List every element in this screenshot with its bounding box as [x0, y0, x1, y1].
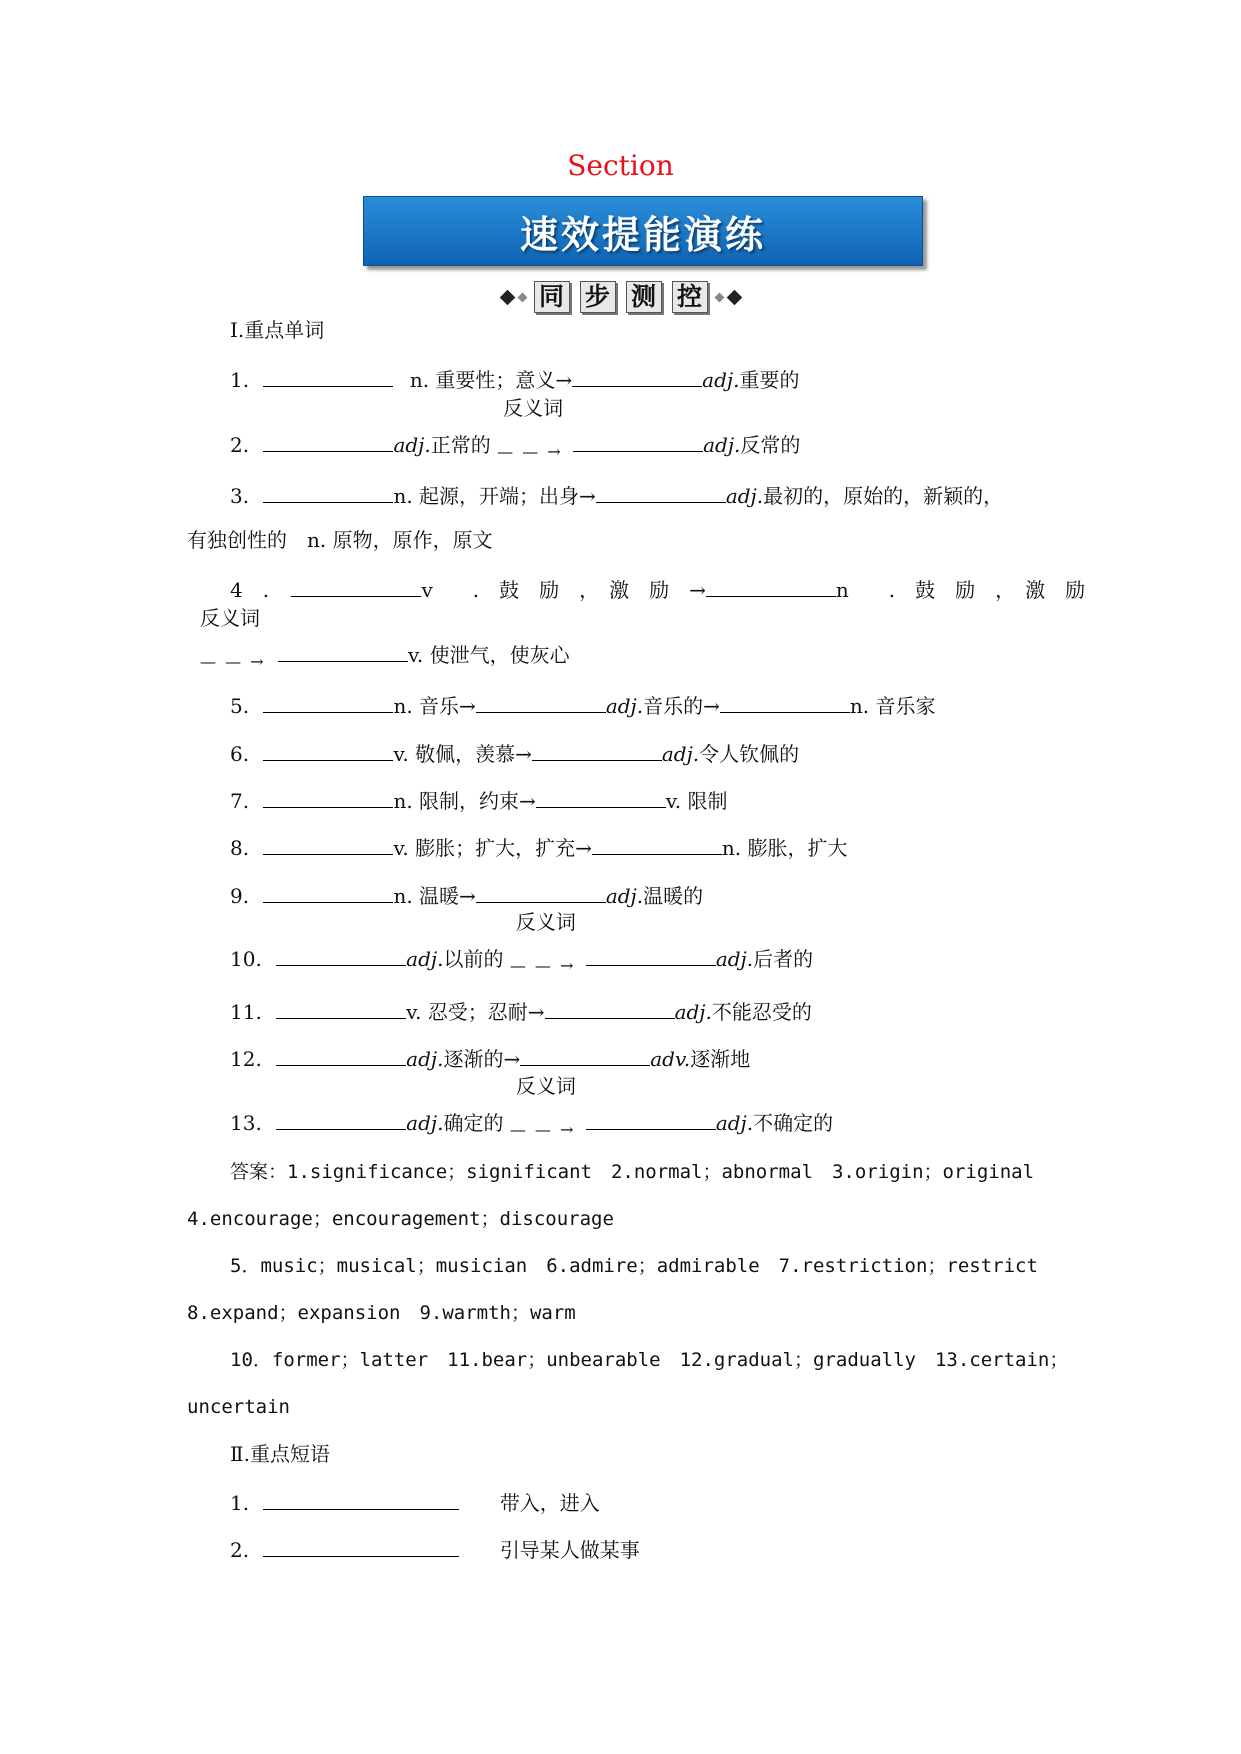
answer-blank[interactable] — [572, 364, 702, 387]
answer-line: 10．former；latter 11.bear；unbearable 12.gradual；gradually 13.certain； — [230, 1349, 1069, 1371]
answer-blank[interactable] — [476, 690, 606, 713]
vocab-item-5: 5. n. 音乐→ adj.音乐的→ n. 音乐家 — [230, 690, 935, 720]
antonym-arrow: 反义词 — — → — [497, 396, 564, 461]
vocab-item-13: 13. adj.确定的 反义词 — — → adj.不确定的 — [230, 1074, 834, 1139]
small-diamond-icon — [517, 292, 527, 302]
answer-blank[interactable] — [706, 574, 836, 597]
antonym-arrow: 反义词 — — → — [509, 910, 576, 975]
subtitle-char: 控 — [672, 281, 708, 313]
vocab-item-3-cont: 有独创性的 n. 原物，原作，原文 — [187, 528, 493, 552]
subtitle-char: 同 — [534, 281, 570, 313]
answer-blank[interactable] — [276, 996, 406, 1019]
answer-blank[interactable] — [592, 832, 722, 855]
answer-blank[interactable] — [276, 1107, 406, 1130]
answer-blank[interactable] — [573, 429, 703, 452]
vocab-item-9: 9. n. 温暖→ adj.温暖的 — [230, 880, 703, 910]
phrase-item-2: 2. 引导某人做某事 — [230, 1534, 640, 1564]
answer-blank[interactable] — [263, 480, 393, 503]
vocab-item-2: 2. adj.正常的 反义词 — — → adj.反常的 — [230, 396, 801, 461]
banner-title: 速效提能演练 — [519, 212, 766, 257]
answer-blank[interactable] — [545, 996, 675, 1019]
answer-line: uncertain — [187, 1396, 290, 1418]
vocab-item-3: 3. n. 起源，开端；出身→ adj.最初的，原始的，新颖的， — [230, 480, 1003, 510]
answer-line: 5．music；musical；musician 6.admire；admirable 7.restriction；restrict — [230, 1255, 1038, 1277]
answer-blank[interactable] — [263, 690, 393, 713]
answer-line: 8.expand；expansion 9.warmth；warm — [187, 1302, 576, 1324]
answer-blank[interactable] — [476, 880, 606, 903]
part2-heading: Ⅱ.重点短语 — [230, 1442, 330, 1466]
subtitle-char: 步 — [580, 281, 616, 313]
answer-blank[interactable] — [263, 880, 393, 903]
answer-blank[interactable] — [263, 364, 393, 387]
answer-blank[interactable] — [720, 690, 850, 713]
answer-blank[interactable] — [263, 785, 393, 808]
answer-blank[interactable] — [520, 1043, 650, 1066]
answer-blank[interactable] — [278, 639, 408, 662]
answer-blank[interactable] — [263, 1534, 459, 1557]
answer-line: 答案：1.significance；significant 2.normal；abnormal 3.origin；original — [230, 1161, 1035, 1183]
antonym-arrow: 反义词 — — → — [200, 606, 266, 671]
answer-blank[interactable] — [291, 574, 421, 597]
answer-blank[interactable] — [263, 738, 393, 761]
vocab-item-4-cont: 反义词 — — → v. 使泄气，使灰心 — [200, 606, 570, 671]
diamond-icon — [726, 289, 742, 305]
vocab-item-11: 11. v. 忍受；忍耐→ adj.不能忍受的 — [230, 996, 812, 1026]
answer-blank[interactable] — [532, 738, 662, 761]
part1-heading: Ⅰ.重点单词 — [230, 318, 325, 342]
title-banner — [363, 196, 923, 266]
vocab-item-12: 12. adj.逐渐的→ adv.逐渐地 — [230, 1043, 750, 1073]
answer-blank[interactable] — [586, 1107, 716, 1130]
phrase-item-1: 1. 带入，进入 — [230, 1487, 600, 1517]
answer-blank[interactable] — [276, 943, 406, 966]
diamond-icon — [499, 289, 515, 305]
answer-blank[interactable] — [596, 480, 726, 503]
vocab-item-6: 6. v. 敬佩，羡慕→ adj.令人钦佩的 — [230, 738, 799, 768]
answer-blank[interactable] — [586, 943, 716, 966]
vocab-item-4: 4 . v . 鼓 励 ， 激 励 → n . 鼓 励 ， 激 励 — [230, 574, 1085, 604]
answer-blank[interactable] — [263, 1487, 459, 1510]
small-diamond-icon — [714, 292, 724, 302]
answer-blank[interactable] — [536, 785, 666, 808]
vocab-item-8: 8. v. 膨胀；扩大，扩充→ n. 膨胀，扩大 — [230, 832, 847, 862]
answer-blank[interactable] — [263, 832, 393, 855]
vocab-item-10: 10. adj.以前的 反义词 — — → adj.后者的 — [230, 910, 814, 975]
subtitle-bar — [0, 277, 1241, 317]
answer-blank[interactable] — [263, 429, 393, 452]
answer-line: 4.encourage；encouragement；discourage — [187, 1208, 614, 1230]
antonym-arrow: 反义词 — — → — [509, 1074, 576, 1139]
section-label: Section — [567, 149, 674, 182]
vocab-item-1: 1. n. 重要性；意义→ adj.重要的 — [230, 364, 799, 394]
subtitle-char: 测 — [626, 281, 662, 313]
answer-blank[interactable] — [276, 1043, 406, 1066]
vocab-item-7: 7. n. 限制，约束→ v. 限制 — [230, 785, 727, 815]
